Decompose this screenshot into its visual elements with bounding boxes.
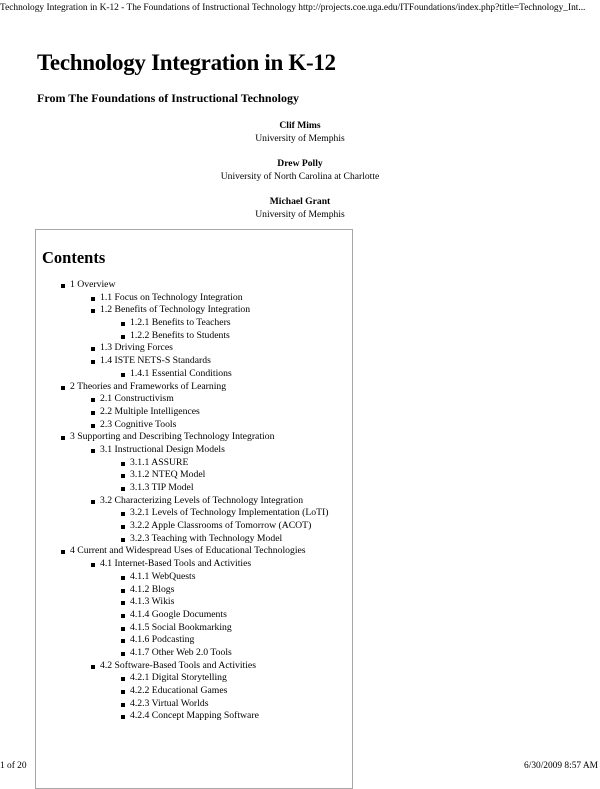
toc-link-label[interactable]: 3.1.1 ASSURE bbox=[130, 456, 189, 468]
toc-link-label[interactable]: 2.1 Constructivism bbox=[100, 393, 174, 405]
toc-link-label[interactable]: 4.2.2 Educational Games bbox=[130, 685, 228, 696]
page-subtitle: From The Foundations of Instructional Technology bbox=[37, 91, 299, 105]
bullet-icon bbox=[91, 297, 95, 301]
toc-link[interactable] bbox=[36, 634, 352, 647]
bullet-icon bbox=[61, 386, 65, 390]
bullet-icon bbox=[91, 424, 95, 428]
toc-link[interactable] bbox=[36, 672, 352, 685]
toc-link[interactable] bbox=[36, 292, 352, 305]
toc-link[interactable] bbox=[36, 558, 352, 571]
bullet-icon bbox=[121, 703, 125, 707]
bullet-icon bbox=[91, 398, 95, 402]
toc-link-label[interactable]: 1.4 ISTE NETS-S Standards bbox=[100, 355, 211, 367]
bullet-icon bbox=[121, 462, 125, 466]
bullet-icon bbox=[121, 487, 125, 491]
toc-link-label[interactable]: 4.1.1 WebQuests bbox=[130, 570, 196, 582]
bullet-icon bbox=[91, 347, 95, 351]
toc-link[interactable] bbox=[36, 444, 352, 457]
author-block bbox=[150, 119, 450, 157]
author-affiliation: University of North Carolina at Charlotte bbox=[220, 171, 380, 182]
toc-list bbox=[36, 279, 352, 723]
toc-link-label[interactable]: 4.2 Software-Based Tools and Activities bbox=[100, 659, 257, 671]
bullet-icon bbox=[121, 512, 125, 516]
bullet-icon bbox=[121, 373, 125, 377]
toc-link[interactable] bbox=[36, 647, 352, 660]
toc-link-label[interactable]: 2 Theories and Frameworks of Learning bbox=[70, 380, 227, 392]
bullet-icon bbox=[91, 309, 95, 313]
bullet-icon bbox=[121, 690, 125, 694]
toc-link[interactable] bbox=[36, 381, 352, 394]
toc-link[interactable] bbox=[36, 609, 352, 622]
author-affiliation: University of Memphis bbox=[255, 209, 345, 220]
bullet-icon bbox=[121, 322, 125, 326]
bullet-icon bbox=[121, 601, 125, 605]
toc-link-label[interactable]: 3 Supporting and Describing Technology Integration bbox=[70, 431, 275, 443]
bullet-icon bbox=[91, 360, 95, 364]
bullet-icon bbox=[121, 335, 125, 339]
print-timestamp: 6/30/2009 8:57 AM bbox=[524, 761, 598, 771]
toc-link[interactable] bbox=[36, 304, 352, 317]
author-name: Clif Mims bbox=[279, 120, 321, 131]
toc-link-label[interactable]: 4.1.7 Other Web 2.0 Tools bbox=[130, 646, 232, 658]
toc-link-label[interactable]: 3.2.3 Teaching with Technology Model bbox=[130, 532, 283, 544]
toc-link-label[interactable]: 1.2.1 Benefits to Teachers bbox=[130, 317, 231, 329]
bullet-icon bbox=[121, 677, 125, 681]
toc-link[interactable] bbox=[36, 660, 352, 673]
toc-link-label[interactable]: 3.1 Instructional Design Models bbox=[100, 443, 225, 455]
toc-link-label[interactable]: 4.1.4 Google Documents bbox=[130, 608, 227, 620]
bullet-icon bbox=[121, 538, 125, 542]
bullet-icon bbox=[91, 563, 95, 567]
print-header: Technology Integration in K-12 - The Foundations of Instructional Technology http://projects.coe.uga.edu/ITFoundations/index.php?title=Technology_Int... bbox=[0, 3, 586, 13]
toc-link[interactable] bbox=[36, 710, 352, 723]
toc-link-label[interactable]: 3.2 Characterizing Levels of Technology Integration bbox=[100, 494, 304, 506]
toc-link[interactable] bbox=[36, 584, 352, 597]
toc-link[interactable] bbox=[36, 393, 352, 406]
toc-link[interactable] bbox=[36, 342, 352, 355]
author-name: Drew Polly bbox=[277, 158, 323, 169]
toc-link-label[interactable]: 3.1.2 NTEQ Model bbox=[130, 469, 206, 481]
bullet-icon bbox=[121, 576, 125, 580]
bullet-icon bbox=[121, 474, 125, 478]
toc-link[interactable] bbox=[36, 457, 352, 470]
toc-link-label[interactable]: 4.1.2 Blogs bbox=[130, 583, 175, 595]
toc-link[interactable] bbox=[36, 419, 352, 432]
toc-link-label[interactable]: 4.1 Internet-Based Tools and Activities bbox=[100, 558, 252, 570]
toc-link[interactable] bbox=[36, 368, 352, 381]
toc-link[interactable] bbox=[36, 622, 352, 635]
author-block bbox=[150, 157, 450, 195]
bullet-icon bbox=[121, 627, 125, 631]
toc-link[interactable] bbox=[36, 545, 352, 558]
bullet-icon bbox=[91, 665, 95, 669]
toc-link-label[interactable]: 4.1.3 Wikis bbox=[130, 596, 175, 608]
author-block bbox=[150, 195, 450, 233]
author-list bbox=[150, 119, 450, 233]
bullet-icon bbox=[121, 525, 125, 529]
toc-title: Contents bbox=[42, 248, 106, 267]
bullet-icon bbox=[61, 284, 65, 288]
toc-link[interactable] bbox=[36, 533, 352, 546]
bullet-icon bbox=[91, 411, 95, 415]
table-of-contents bbox=[35, 229, 353, 789]
toc-link[interactable] bbox=[36, 698, 352, 711]
toc-link-label[interactable]: 1.2 Benefits of Technology Integration bbox=[100, 304, 251, 316]
bullet-icon bbox=[121, 715, 125, 719]
toc-link-label[interactable]: 3.2.2 Apple Classrooms of Tomorrow (ACOT) bbox=[130, 520, 312, 532]
bullet-icon bbox=[121, 614, 125, 618]
toc-link-label[interactable]: 1.1 Focus on Technology Integration bbox=[100, 291, 243, 303]
toc-link[interactable] bbox=[36, 431, 352, 444]
toc-link[interactable] bbox=[36, 571, 352, 584]
toc-link-label[interactable]: 1 Overview bbox=[70, 279, 116, 290]
toc-link[interactable] bbox=[36, 279, 352, 292]
toc-link[interactable] bbox=[36, 507, 352, 520]
toc-link[interactable] bbox=[36, 495, 352, 508]
bullet-icon bbox=[61, 550, 65, 554]
toc-link-label[interactable]: 4.2.1 Digital Storytelling bbox=[130, 672, 227, 684]
toc-link-label[interactable]: 4.2.3 Virtual Worlds bbox=[130, 697, 209, 709]
page-number: 1 of 20 bbox=[0, 761, 27, 771]
toc-link-label[interactable]: 2.2 Multiple Intelligences bbox=[100, 405, 200, 417]
author-name: Michael Grant bbox=[269, 196, 331, 207]
toc-link-label[interactable]: 4 Current and Widespread Uses of Educational Technologies bbox=[70, 545, 306, 557]
toc-link[interactable] bbox=[36, 355, 352, 368]
bullet-icon bbox=[121, 639, 125, 643]
toc-link-label[interactable]: 3.1.3 TIP Model bbox=[130, 482, 194, 493]
toc-link[interactable] bbox=[36, 596, 352, 609]
bullet-icon bbox=[91, 500, 95, 504]
bullet-icon bbox=[121, 589, 125, 593]
toc-link-label[interactable]: 1.2.2 Benefits to Students bbox=[130, 329, 230, 341]
toc-link-label[interactable]: 1.3 Driving Forces bbox=[100, 342, 173, 354]
toc-link[interactable] bbox=[36, 406, 352, 419]
toc-link[interactable] bbox=[36, 685, 352, 698]
bullet-icon bbox=[91, 449, 95, 453]
toc-link[interactable] bbox=[36, 317, 352, 330]
bullet-icon bbox=[61, 436, 65, 440]
bullet-icon bbox=[121, 652, 125, 656]
toc-link-label[interactable]: 4.1.5 Social Bookmarking bbox=[130, 621, 232, 633]
toc-link[interactable] bbox=[36, 330, 352, 343]
author-affiliation: University of Memphis bbox=[255, 133, 345, 144]
toc-link-label[interactable]: 3.2.1 Levels of Technology Implementation (LoTI) bbox=[130, 507, 329, 519]
page-title: Technology Integration in K-12 bbox=[37, 50, 336, 75]
toc-link-label[interactable]: 4.2.4 Concept Mapping Software bbox=[130, 710, 259, 722]
toc-link[interactable] bbox=[36, 469, 352, 482]
toc-link[interactable] bbox=[36, 520, 352, 533]
toc-link-label[interactable]: 4.1.6 Podcasting bbox=[130, 634, 195, 646]
toc-link-label[interactable]: 1.4.1 Essential Conditions bbox=[130, 367, 232, 379]
toc-link-label[interactable]: 2.3 Cognitive Tools bbox=[100, 418, 177, 430]
toc-link[interactable] bbox=[36, 482, 352, 495]
